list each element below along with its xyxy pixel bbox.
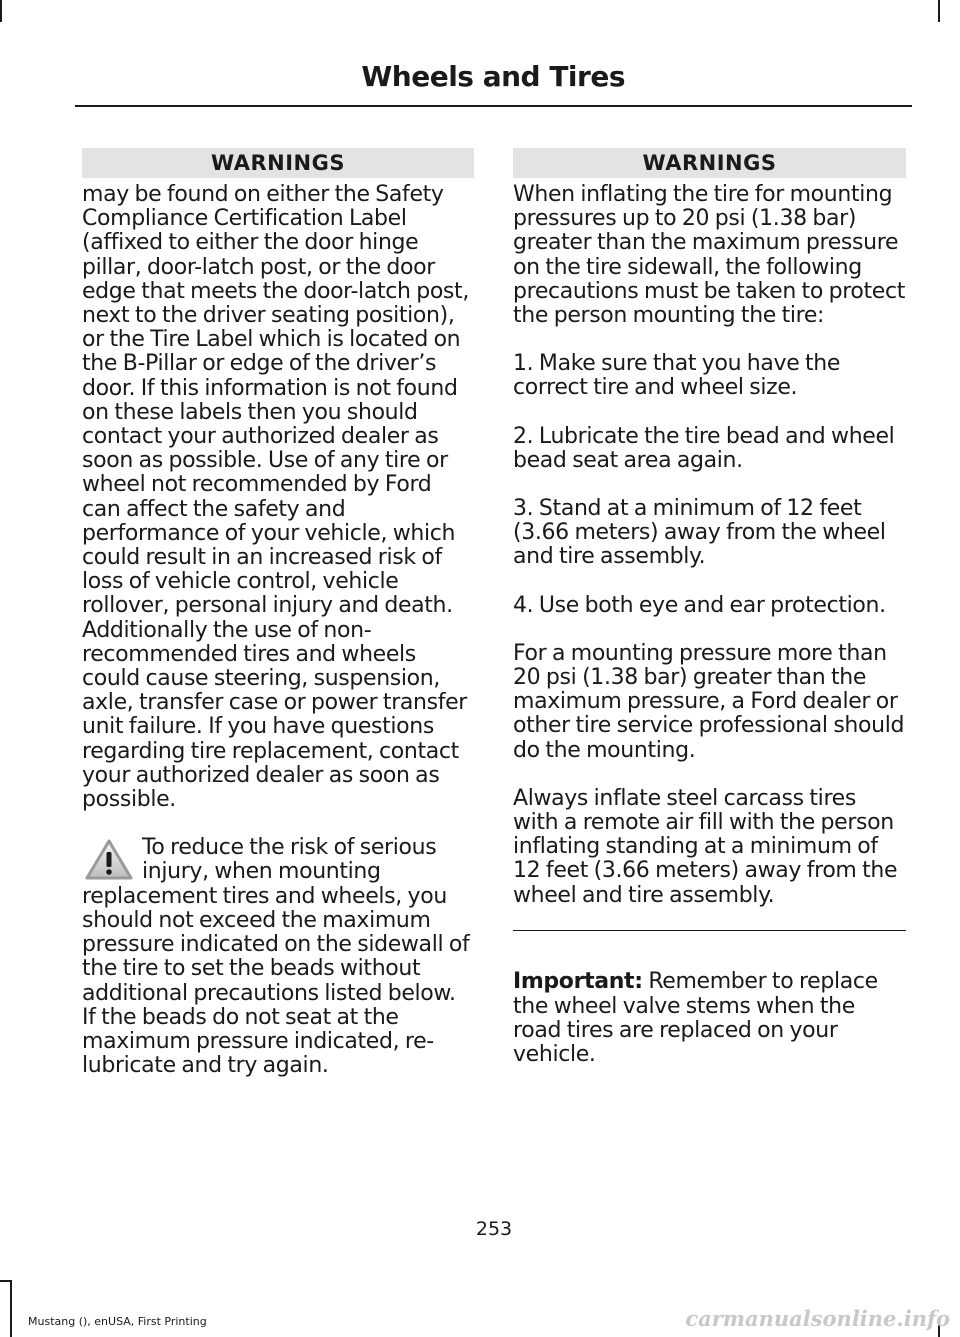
edition-text: Mustang (), enUSA, First Printing (28, 1315, 207, 1328)
left-column (82, 148, 474, 1078)
warning-continued-text: may be found on either the Safety Compliance Certification Label (affixed to either the door hinge pillar, door-latch post, or the door edge that meets the door-latch post, next to the driver seating position), or the Tire Label which is located on the B-Pillar or edge of the driver’s door. If this information is not found on these labels then you should contact your authorized dealer as soon as possible. Use of any tire or wheel not recommended by Ford can affect the safety and performance of your vehicle, which could result in an increased risk of loss of vehicle control, vehicle rollover, personal injury and death. Additionally the use of non-recommended tires and wheels could cause steering, suspension, axle, transfer case or power transfer unit failure. If you have questions regarding tire replacement, contact your authorized dealer as soon as possible. (82, 182, 469, 813)
crop-mark-top-right (938, 0, 940, 22)
important-label: Important: (513, 969, 643, 995)
warning-triangle-icon (84, 838, 134, 882)
crop-mark-top-left (0, 0, 2, 22)
paragraph-steel-carcass: Always inflate steel carcass tires with a remote air fill with the person inflating standing at a minimum of 12 feet (3.66 meters) away from the wheel and tire assembly. (513, 785, 898, 908)
important-text: Remember to replace the wheel valve stems when the road tires are replaced on your vehicle. (513, 969, 878, 1067)
step-3: 3. Stand at a minimum of 12 feet (3.66 meters) away from the wheel and tire assembly. (513, 496, 886, 570)
watermark-logo: carmanualsonline.info (685, 1306, 950, 1331)
step-1: 1. Make sure that you have the correct tire and wheel size. (513, 351, 841, 401)
paragraph-inflating: When inflating the tire for mounting pressures up to 20 psi (1.38 bar) greater than the maximum pressure on the tire sidewall, the following precautions must be taken to protect the person mounting the tire: (513, 182, 906, 329)
important-note (513, 970, 906, 1067)
step-2: 2. Lubricate the tire bead and wheel bead seat area again. (513, 423, 895, 473)
crop-mark-bottom-left-h (0, 1280, 12, 1282)
step-4: 4. Use both eye and ear protection. (513, 592, 886, 618)
header-rule (75, 105, 912, 107)
page-number: 253 (475, 1218, 513, 1240)
crop-mark-bottom-left (10, 1280, 12, 1337)
warnings-heading: WARNINGS (513, 148, 906, 178)
page-title: Wheels and Tires (361, 60, 625, 93)
warning-block (82, 836, 474, 1078)
paragraph-dealer-mounting: For a mounting pressure more than 20 psi (1.38 bar) greater than the maximum pressure, a Ford dealer or other tire service professional should do the mounting. (513, 640, 905, 763)
right-column (513, 148, 906, 1067)
section-divider (513, 930, 906, 932)
warning-text: To reduce the risk of serious injury, when mounting replacement tires and wheels, you should not exceed the maximum pressure indicated on the sidewall of the tire to set the beads without additional precautions listed below. If the beads do not seat at the maximum pressure indicated, re-lubricate and try again. (82, 835, 470, 1079)
warnings-heading: WARNINGS (82, 148, 474, 178)
